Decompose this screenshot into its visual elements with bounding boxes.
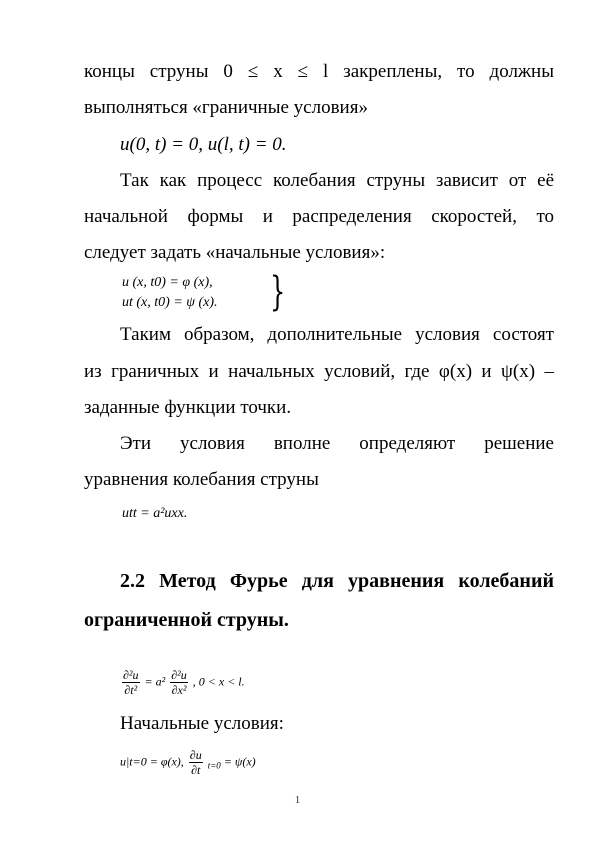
formula-subscript: t=0 [207, 760, 221, 771]
brace-symbol: } [270, 269, 286, 315]
formula-text: = ψ(x) [223, 754, 256, 769]
paragraph-line: выполняться «граничные условия» [84, 97, 368, 118]
fraction-denominator: ∂t [191, 763, 201, 777]
fraction [170, 668, 188, 697]
section-heading: 2.2 Метод Фурье для уравнения колебаний [120, 570, 554, 592]
paragraph-line: Так как процесс колебания струны зависит от её [120, 170, 554, 191]
boundary-conditions-formula: u(0, t) = 0, u(l, t) = 0. [120, 134, 287, 155]
paragraph-line: начальной формы и распределения скоростей, то [84, 206, 554, 227]
paragraph-line: следует задать «начальные условия»: [84, 242, 386, 263]
page-number: 1 [294, 794, 301, 806]
paragraph-line: Эти условия вполне определяют решение [120, 433, 554, 454]
fraction-numerator: ∂u [189, 748, 202, 762]
paragraph-line: заданные функции точки. [84, 397, 292, 418]
formula-text: = a² [144, 674, 166, 689]
fraction-denominator: ∂t² [124, 683, 138, 697]
initial-condition-formula-2: ut (x, t0) = ψ (x). [122, 295, 218, 310]
fraction [189, 748, 203, 777]
formula-text: u|t=0 = φ(x), [120, 754, 184, 769]
initial-conditions-formula [120, 748, 256, 777]
formula-text: , 0 < x < l. [192, 674, 245, 689]
paragraph-line: из граничных и начальных условий, где φ(x) и ψ(x) – [84, 361, 554, 382]
fraction [122, 668, 140, 697]
fraction-denominator: ∂x² [171, 683, 187, 697]
pde-formula [120, 668, 245, 697]
paragraph-line: Начальные условия: [120, 713, 284, 734]
paragraph-line: Таким образом, дополнительные условия состоят [120, 324, 554, 345]
fraction-numerator: ∂²u [123, 668, 139, 682]
section-heading: ограниченной струны. [84, 609, 289, 631]
wave-equation-formula: utt = a²uxx. [122, 506, 188, 521]
paragraph-line: уравнения колебания струны [84, 469, 319, 490]
paragraph-line: концы струны 0 ≤ x ≤ l закреплены, то должны [84, 61, 554, 82]
fraction-numerator: ∂²u [171, 668, 187, 682]
initial-condition-formula-1: u (x, t0) = φ (x), [122, 275, 213, 290]
